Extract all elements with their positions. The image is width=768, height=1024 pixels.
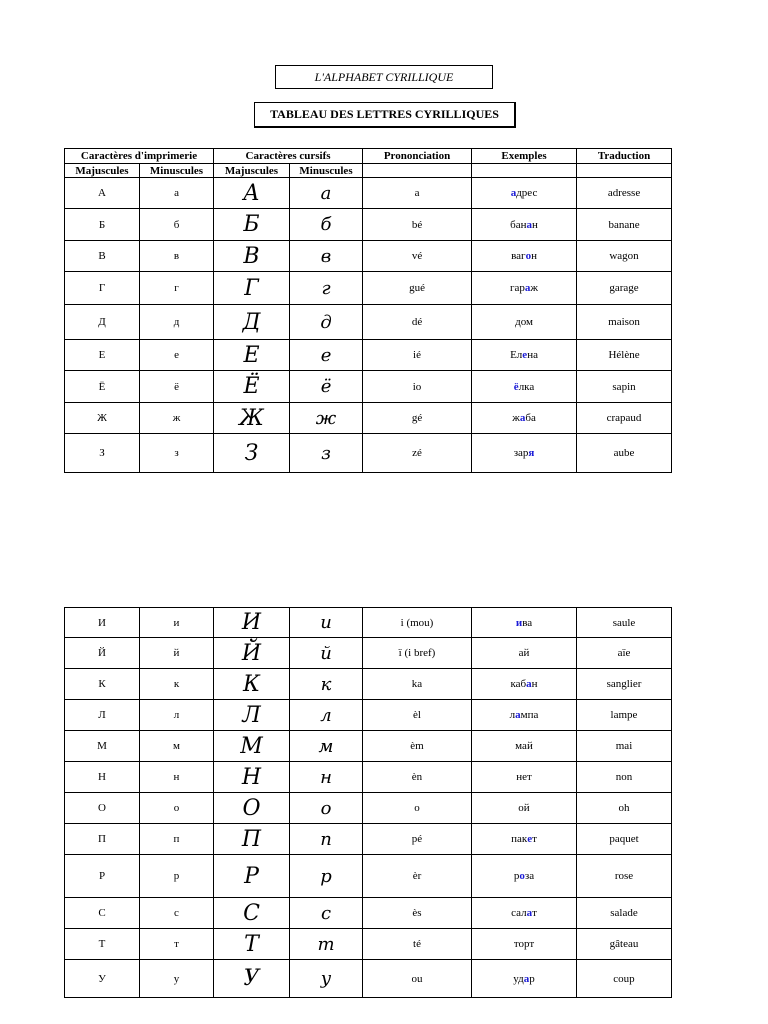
pronunciation-cell: èn	[363, 762, 472, 793]
example-segment: р	[513, 870, 520, 882]
pronunciation-cell: èm	[363, 731, 472, 762]
translation-cell: gâteau	[577, 929, 672, 960]
example-word	[472, 305, 577, 340]
table-row	[65, 272, 672, 305]
pronunciation-cell: a	[363, 178, 472, 209]
header-translation: Traduction	[577, 149, 672, 164]
example-segment: каб	[510, 678, 527, 690]
cursive-uppercase-letter: К	[214, 669, 290, 700]
translation-cell: garage	[577, 272, 672, 305]
stressed-vowel: ё	[513, 380, 519, 393]
example-word	[472, 731, 577, 762]
print-lowercase-letter: й	[140, 638, 214, 669]
pronunciation-cell: io	[363, 371, 472, 403]
header-print-characters: Caractères d'imprimerie	[65, 149, 214, 164]
cursive-uppercase-letter: Н	[214, 762, 290, 793]
translation-cell: wagon	[577, 241, 672, 272]
table-row	[65, 731, 672, 762]
example-word	[472, 209, 577, 241]
stressed-vowel: о	[519, 870, 525, 882]
stressed-vowel: а	[526, 907, 533, 919]
print-uppercase-letter: П	[65, 824, 140, 855]
example-word	[472, 434, 577, 473]
cursive-uppercase-letter: П	[214, 824, 290, 855]
print-lowercase-letter: и	[140, 608, 214, 638]
pronunciation-cell: i (mou)	[363, 608, 472, 638]
cursive-lowercase-letter: в	[290, 241, 363, 272]
table-row	[65, 209, 672, 241]
stressed-vowel: и	[515, 616, 523, 629]
example-segment: бан	[510, 218, 527, 231]
cursive-lowercase-letter: т	[290, 929, 363, 960]
table-row	[65, 898, 672, 929]
cursive-lowercase-letter: г	[290, 272, 363, 305]
print-uppercase-letter: Р	[65, 855, 140, 898]
table-row	[65, 960, 672, 998]
example-segment: уд	[513, 972, 524, 985]
translation-cell: banane	[577, 209, 672, 241]
print-lowercase-letter: а	[140, 178, 214, 209]
example-word	[472, 824, 577, 855]
print-lowercase-letter: н	[140, 762, 214, 793]
translation-cell: non	[577, 762, 672, 793]
cursive-uppercase-letter: Ж	[214, 403, 290, 434]
example-word	[472, 340, 577, 371]
stressed-vowel: е	[522, 349, 528, 361]
translation-cell: mai	[577, 731, 672, 762]
pronunciation-cell: zé	[363, 434, 472, 473]
cursive-lowercase-letter: д	[290, 305, 363, 340]
example-word	[472, 272, 577, 305]
example-segment: дом	[515, 316, 533, 328]
translation-cell: aube	[577, 434, 672, 473]
example-word	[472, 762, 577, 793]
example-segment: мпа	[520, 709, 539, 721]
example-segment: ой	[518, 802, 530, 814]
header-cursive-characters: Caractères cursifs	[214, 149, 363, 164]
cursive-uppercase-letter: С	[214, 898, 290, 929]
example-segment: ба	[525, 412, 536, 424]
cursive-lowercase-letter: й	[290, 638, 363, 669]
example-word	[472, 960, 577, 998]
example-word	[472, 898, 577, 929]
table-row	[65, 434, 672, 473]
cursive-lowercase-letter: и	[290, 608, 363, 638]
example-segment: т	[532, 907, 537, 919]
stressed-vowel: а	[519, 412, 526, 424]
pronunciation-cell: bé	[363, 209, 472, 241]
print-uppercase-letter: К	[65, 669, 140, 700]
example-segment: за	[524, 870, 535, 882]
print-lowercase-letter: с	[140, 898, 214, 929]
print-lowercase-letter: д	[140, 305, 214, 340]
print-lowercase-letter: ж	[140, 403, 214, 434]
stressed-vowel: а	[526, 218, 533, 231]
print-uppercase-letter: Л	[65, 700, 140, 731]
table-row	[65, 340, 672, 371]
print-lowercase-letter: ё	[140, 371, 214, 403]
table-row	[65, 305, 672, 340]
print-uppercase-letter: Е	[65, 340, 140, 371]
cursive-lowercase-letter: б	[290, 209, 363, 241]
translation-cell: Hélène	[577, 340, 672, 371]
example-word	[472, 608, 577, 638]
pronunciation-cell: èl	[363, 700, 472, 731]
cursive-uppercase-letter: У	[214, 960, 290, 998]
table-row	[65, 793, 672, 824]
header-empty	[472, 164, 577, 178]
example-segment: н	[531, 250, 537, 262]
cursive-uppercase-letter: А	[214, 178, 290, 209]
print-lowercase-letter: п	[140, 824, 214, 855]
translation-cell: rose	[577, 855, 672, 898]
example-segment: н	[531, 678, 538, 690]
print-uppercase-letter: И	[65, 608, 140, 638]
print-uppercase-letter: А	[65, 178, 140, 209]
translation-cell: oh	[577, 793, 672, 824]
table-row	[65, 824, 672, 855]
print-uppercase-letter: Б	[65, 209, 140, 241]
cursive-lowercase-letter: о	[290, 793, 363, 824]
example-segment: сал	[511, 907, 527, 919]
print-uppercase-letter: О	[65, 793, 140, 824]
pronunciation-cell: ié	[363, 340, 472, 371]
translation-cell: paquet	[577, 824, 672, 855]
cursive-lowercase-letter: у	[290, 960, 363, 998]
header-cursive-upper: Majuscules	[214, 164, 290, 178]
header-pronunciation: Prononciation	[363, 149, 472, 164]
example-segment: ваг	[511, 250, 526, 262]
cursive-uppercase-letter: В	[214, 241, 290, 272]
header-examples: Exemples	[472, 149, 577, 164]
example-word	[472, 403, 577, 434]
example-segment: р	[529, 972, 535, 985]
stressed-vowel: е	[527, 833, 533, 845]
print-lowercase-letter: м	[140, 731, 214, 762]
example-segment: Ел	[510, 349, 523, 361]
header-cursive-lower: Minuscules	[290, 164, 363, 178]
example-segment: дрес	[516, 187, 538, 199]
cursive-lowercase-letter: р	[290, 855, 363, 898]
example-segment: ж	[530, 282, 539, 294]
pronunciation-cell: dé	[363, 305, 472, 340]
example-segment: т	[532, 833, 537, 845]
document-title: L'ALPHABET CYRILLIQUE	[275, 65, 493, 89]
cursive-uppercase-letter: И	[214, 608, 290, 638]
table-row	[65, 403, 672, 434]
example-word	[472, 793, 577, 824]
example-segment: ай	[518, 647, 530, 659]
translation-cell: lampe	[577, 700, 672, 731]
example-word	[472, 669, 577, 700]
stressed-vowel: о	[525, 250, 532, 262]
stressed-vowel: а	[526, 678, 532, 690]
pronunciation-cell: o	[363, 793, 472, 824]
print-uppercase-letter: У	[65, 960, 140, 998]
print-lowercase-letter: о	[140, 793, 214, 824]
translation-cell: coup	[577, 960, 672, 998]
translation-cell: salade	[577, 898, 672, 929]
table-row	[65, 855, 672, 898]
header-empty	[577, 164, 672, 178]
print-lowercase-letter: в	[140, 241, 214, 272]
print-uppercase-letter: М	[65, 731, 140, 762]
pronunciation-cell: ès	[363, 898, 472, 929]
table-row	[65, 669, 672, 700]
print-lowercase-letter: к	[140, 669, 214, 700]
pronunciation-cell: gé	[363, 403, 472, 434]
pronunciation-cell: té	[363, 929, 472, 960]
pronunciation-cell: ou	[363, 960, 472, 998]
alphabet-table-part-2	[64, 607, 672, 998]
pronunciation-cell: ka	[363, 669, 472, 700]
example-segment: торт	[513, 938, 535, 950]
stressed-vowel: а	[515, 709, 521, 721]
print-uppercase-letter: В	[65, 241, 140, 272]
table-title: TABLEAU DES LETTRES CYRILLIQUES	[254, 102, 516, 128]
cursive-uppercase-letter: М	[214, 731, 290, 762]
cursive-lowercase-letter: ж	[290, 403, 363, 434]
example-segment: пак	[511, 833, 528, 845]
print-uppercase-letter: Ё	[65, 371, 140, 403]
pronunciation-cell: pé	[363, 824, 472, 855]
table-row	[65, 608, 672, 638]
translation-cell: aïe	[577, 638, 672, 669]
example-segment: ж	[512, 412, 520, 424]
print-lowercase-letter: г	[140, 272, 214, 305]
print-uppercase-letter: Д	[65, 305, 140, 340]
cursive-lowercase-letter: н	[290, 762, 363, 793]
example-segment: на	[527, 349, 538, 361]
cursive-uppercase-letter: Г	[214, 272, 290, 305]
translation-cell: sapin	[577, 371, 672, 403]
example-segment: л	[509, 709, 516, 721]
table-row	[65, 700, 672, 731]
cursive-uppercase-letter: Б	[214, 209, 290, 241]
table-row	[65, 929, 672, 960]
cursive-uppercase-letter: Л	[214, 700, 290, 731]
print-uppercase-letter: Н	[65, 762, 140, 793]
pronunciation-cell: gué	[363, 272, 472, 305]
cursive-uppercase-letter: Е	[214, 340, 290, 371]
translation-cell: maison	[577, 305, 672, 340]
cursive-lowercase-letter: е	[290, 340, 363, 371]
example-word	[472, 638, 577, 669]
print-uppercase-letter: Ж	[65, 403, 140, 434]
pronunciation-cell: vé	[363, 241, 472, 272]
pronunciation-cell: èr	[363, 855, 472, 898]
example-segment: гар	[510, 282, 525, 294]
table-row	[65, 178, 672, 209]
stressed-vowel: а	[523, 972, 530, 985]
cursive-lowercase-letter: ё	[290, 371, 363, 403]
translation-cell: sanglier	[577, 669, 672, 700]
cursive-uppercase-letter: Т	[214, 929, 290, 960]
cursive-lowercase-letter: м	[290, 731, 363, 762]
print-lowercase-letter: у	[140, 960, 214, 998]
cursive-uppercase-letter: З	[214, 434, 290, 473]
cursive-lowercase-letter: а	[290, 178, 363, 209]
print-lowercase-letter: т	[140, 929, 214, 960]
example-word	[472, 929, 577, 960]
cursive-lowercase-letter: к	[290, 669, 363, 700]
print-uppercase-letter: С	[65, 898, 140, 929]
cursive-uppercase-letter: Й	[214, 638, 290, 669]
pronunciation-cell: ï (i bref)	[363, 638, 472, 669]
print-lowercase-letter: л	[140, 700, 214, 731]
cursive-lowercase-letter: з	[290, 434, 363, 473]
print-uppercase-letter: Й	[65, 638, 140, 669]
translation-cell: adresse	[577, 178, 672, 209]
example-word	[472, 178, 577, 209]
cursive-uppercase-letter: О	[214, 793, 290, 824]
cursive-lowercase-letter: п	[290, 824, 363, 855]
print-uppercase-letter: Г	[65, 272, 140, 305]
header-print-lower: Minuscules	[140, 164, 214, 178]
translation-cell: saule	[577, 608, 672, 638]
table-row	[65, 241, 672, 272]
table-row	[65, 371, 672, 403]
print-lowercase-letter: б	[140, 209, 214, 241]
example-word	[472, 855, 577, 898]
example-segment: лка	[518, 380, 535, 393]
example-word	[472, 371, 577, 403]
cursive-lowercase-letter: л	[290, 700, 363, 731]
print-lowercase-letter: е	[140, 340, 214, 371]
example-segment: нет	[516, 771, 532, 783]
table-row	[65, 638, 672, 669]
print-lowercase-letter: р	[140, 855, 214, 898]
stressed-vowel: а	[524, 282, 531, 294]
stressed-vowel: а	[510, 187, 517, 199]
print-uppercase-letter: Т	[65, 929, 140, 960]
example-segment: зар	[513, 447, 529, 459]
header-empty	[363, 164, 472, 178]
print-uppercase-letter: З	[65, 434, 140, 473]
stressed-vowel: я	[528, 447, 535, 459]
print-lowercase-letter: з	[140, 434, 214, 473]
cursive-uppercase-letter: Р	[214, 855, 290, 898]
cursive-uppercase-letter: Ё	[214, 371, 290, 403]
cursive-lowercase-letter: с	[290, 898, 363, 929]
header-print-upper: Majuscules	[65, 164, 140, 178]
cursive-uppercase-letter: Д	[214, 305, 290, 340]
example-segment: ва	[522, 616, 533, 629]
translation-cell: crapaud	[577, 403, 672, 434]
table-row	[65, 762, 672, 793]
example-segment: май	[515, 740, 533, 752]
example-word	[472, 700, 577, 731]
example-word	[472, 241, 577, 272]
example-segment: н	[532, 218, 538, 231]
alphabet-table-part-1	[64, 148, 672, 473]
